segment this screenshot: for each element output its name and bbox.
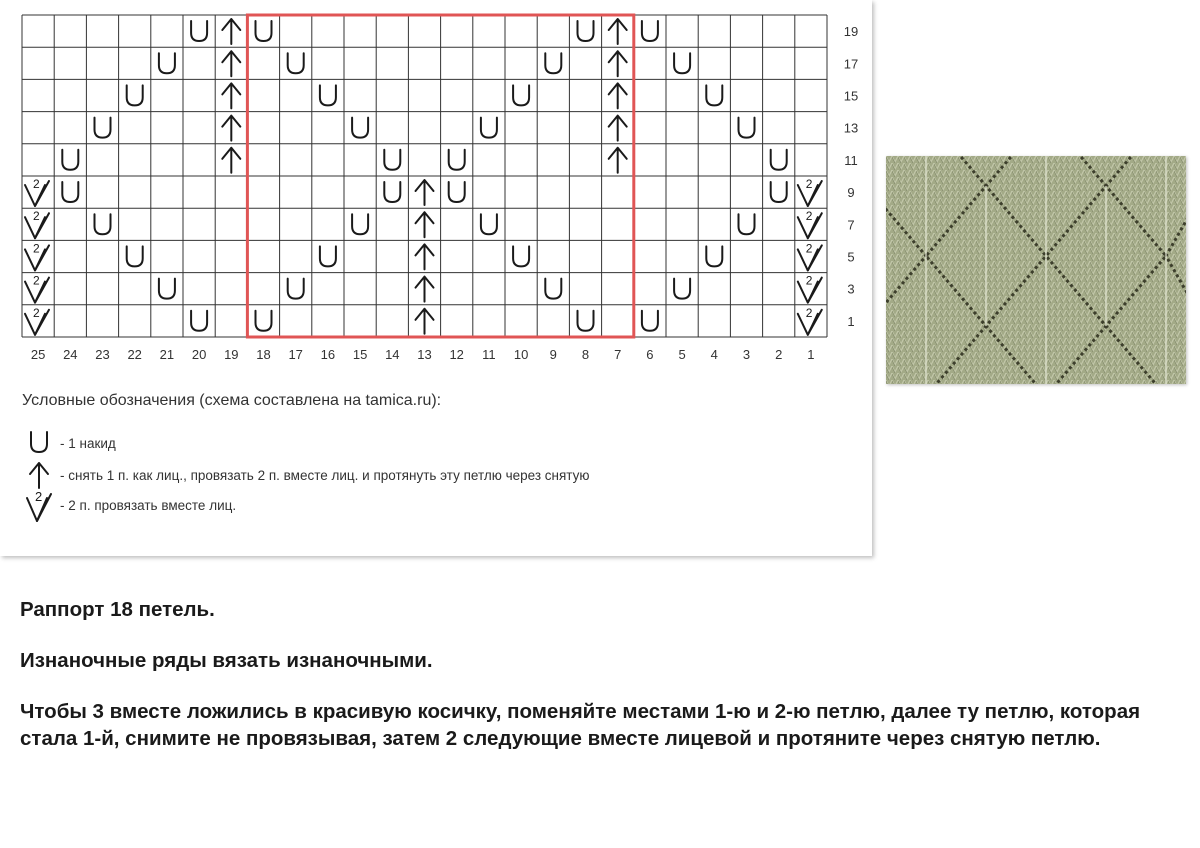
- yarnover-icon: [127, 246, 143, 266]
- note-wrong-side-rows: Изнаночные ряды вязать изнаночными.: [20, 649, 433, 672]
- svg-text:2: 2: [33, 273, 40, 288]
- yarnover-icon: [545, 53, 561, 73]
- yarnover-icon: [191, 311, 207, 331]
- row-number: 5: [847, 249, 855, 265]
- arrow-up-icon: [416, 244, 434, 269]
- yarnover-icon: [545, 279, 561, 299]
- yarnover-icon: [95, 214, 111, 234]
- arrow-up-icon: [609, 83, 627, 108]
- arrow-up-icon: [609, 116, 627, 141]
- column-number: 1: [807, 347, 815, 362]
- chart-symbols: [25, 19, 822, 335]
- yarnover-icon: [674, 279, 690, 299]
- yarnover-icon: [191, 21, 207, 41]
- yarnover-icon: [24, 426, 54, 460]
- note-braid-tip: Чтобы 3 вместе ложились в красивую косичку, поменяйте местами 1-ю и 2-ю петлю, далее ту петлю, которая стала 1-й, снимите не провязывая, затем 2 следующие вместе лицевой и протяните через снятую петлю.: [20, 700, 1141, 750]
- k2tog-icon: [25, 209, 49, 238]
- yarnover-icon: [62, 150, 78, 170]
- yarnover-icon: [481, 214, 497, 234]
- notes: [20, 596, 1192, 776]
- svg-text:2: 2: [33, 305, 40, 320]
- column-number: 20: [191, 347, 207, 362]
- yarnover-icon: [739, 118, 755, 138]
- column-number: 2: [775, 347, 783, 362]
- svg-text:2: 2: [35, 489, 43, 504]
- svg-text:2: 2: [805, 241, 813, 256]
- arrow-up-icon: [24, 458, 54, 492]
- yarnover-icon: [127, 85, 143, 105]
- yarnover-icon: [449, 150, 465, 170]
- column-number: 9: [549, 347, 557, 362]
- arrow-up-icon: [416, 180, 434, 205]
- row-number: 17: [843, 56, 859, 72]
- k2tog-icon: [798, 274, 822, 303]
- arrow-up-icon: [416, 277, 434, 302]
- column-number: 3: [742, 347, 751, 362]
- k2tog-icon: [25, 274, 49, 303]
- column-number: 18: [256, 347, 271, 362]
- column-number: 13: [417, 347, 432, 362]
- arrow-up-icon: [416, 212, 434, 237]
- arrow-up-icon: [222, 116, 240, 141]
- yarnover-icon: [384, 182, 400, 202]
- k2tog-icon: [25, 177, 49, 206]
- legend-text-sk2p: - снять 1 п. как лиц., провязать 2 п. вместе лиц. и протянуть эту петлю через снятую: [60, 468, 590, 483]
- yarnover-icon: [62, 182, 78, 202]
- yarnover-icon: [384, 150, 400, 170]
- svg-text:2: 2: [33, 177, 40, 191]
- k2tog-icon: [798, 306, 822, 335]
- yarnover-icon: [481, 118, 497, 138]
- column-number: 7: [614, 347, 622, 362]
- yarnover-icon: [352, 118, 368, 138]
- column-number: 6: [646, 347, 654, 362]
- yarnover-icon: [642, 21, 658, 41]
- row-number: 9: [847, 185, 855, 201]
- legend-text-yarnover: - 1 накид: [60, 436, 116, 451]
- arrow-up-icon: [609, 19, 627, 44]
- svg-text:2: 2: [805, 177, 813, 191]
- column-number: 19: [224, 347, 239, 362]
- yarnover-icon: [771, 182, 787, 202]
- column-number: 17: [288, 347, 303, 362]
- yarnover-icon: [352, 214, 368, 234]
- knitting-chart: [0, 0, 872, 380]
- yarnover-icon: [159, 53, 175, 73]
- legend-text-k2tog: - 2 п. провязать вместе лиц.: [60, 498, 237, 513]
- yarnover-icon: [288, 279, 304, 299]
- column-number: 8: [581, 347, 590, 362]
- yarnover-icon: [578, 21, 594, 41]
- k2tog-icon: [24, 488, 54, 524]
- arrow-up-icon: [416, 309, 434, 334]
- row-number: 3: [847, 281, 855, 297]
- yarnover-icon: [320, 85, 336, 105]
- arrow-up-icon: [609, 51, 627, 76]
- row-number: 7: [847, 217, 855, 233]
- row-number: 13: [843, 120, 859, 136]
- yarnover-icon: [288, 53, 304, 73]
- column-number: 23: [95, 347, 110, 362]
- column-number: 25: [30, 347, 46, 362]
- k2tog-icon: [798, 177, 822, 206]
- column-number: 14: [385, 347, 400, 362]
- svg-text:2: 2: [805, 209, 813, 224]
- legend-title: Условные обозначения (схема составлена на tamica.ru):: [22, 392, 442, 409]
- chart-panel: [0, 0, 872, 556]
- column-number: 4: [710, 347, 718, 362]
- yarnover-icon: [513, 85, 529, 105]
- row-number: 19: [843, 24, 859, 40]
- yarnover-icon: [642, 311, 658, 331]
- row-number: 1: [847, 313, 855, 329]
- column-number: 15: [352, 347, 368, 362]
- k2tog-icon: [798, 209, 822, 238]
- yarnover-icon: [256, 21, 272, 41]
- svg-text:2: 2: [805, 273, 813, 288]
- yarnover-icon: [513, 246, 529, 266]
- column-number: 24: [63, 347, 78, 362]
- legend-item-k2tog: [24, 488, 784, 524]
- yarnover-icon: [449, 182, 465, 202]
- yarnover-icon: [674, 53, 690, 73]
- column-number: 21: [159, 347, 175, 362]
- k2tog-icon: [25, 241, 49, 270]
- row-number: 11: [844, 152, 858, 168]
- k2tog-icon: [25, 306, 49, 335]
- yarnover-icon: [739, 214, 755, 234]
- column-number: 10: [513, 347, 529, 362]
- yarnover-icon: [320, 246, 336, 266]
- arrow-up-icon: [222, 148, 240, 173]
- arrow-up-icon: [222, 19, 240, 44]
- column-number: 16: [320, 347, 336, 362]
- yarnover-icon: [256, 311, 272, 331]
- column-number: 11: [482, 347, 496, 362]
- arrow-up-icon: [609, 148, 627, 173]
- note-repeat: Раппорт 18 петель.: [20, 598, 215, 621]
- yarnover-icon: [578, 311, 594, 331]
- column-number: 12: [449, 347, 464, 362]
- legend-item-yarnover: [24, 426, 784, 462]
- svg-text:2: 2: [33, 209, 40, 224]
- svg-text:2: 2: [33, 241, 40, 256]
- k2tog-icon: [798, 241, 822, 270]
- arrow-up-icon: [222, 83, 240, 108]
- column-number: 22: [127, 347, 142, 362]
- knitted-swatch-photo: [886, 156, 1186, 384]
- yarnover-icon: [95, 118, 111, 138]
- yarnover-icon: [706, 85, 722, 105]
- row-number: 15: [843, 88, 859, 104]
- arrow-up-icon: [222, 51, 240, 76]
- yarnover-icon: [771, 150, 787, 170]
- column-number: 5: [678, 347, 686, 362]
- yarnover-icon: [159, 279, 175, 299]
- svg-text:2: 2: [805, 305, 813, 320]
- yarnover-icon: [706, 246, 722, 266]
